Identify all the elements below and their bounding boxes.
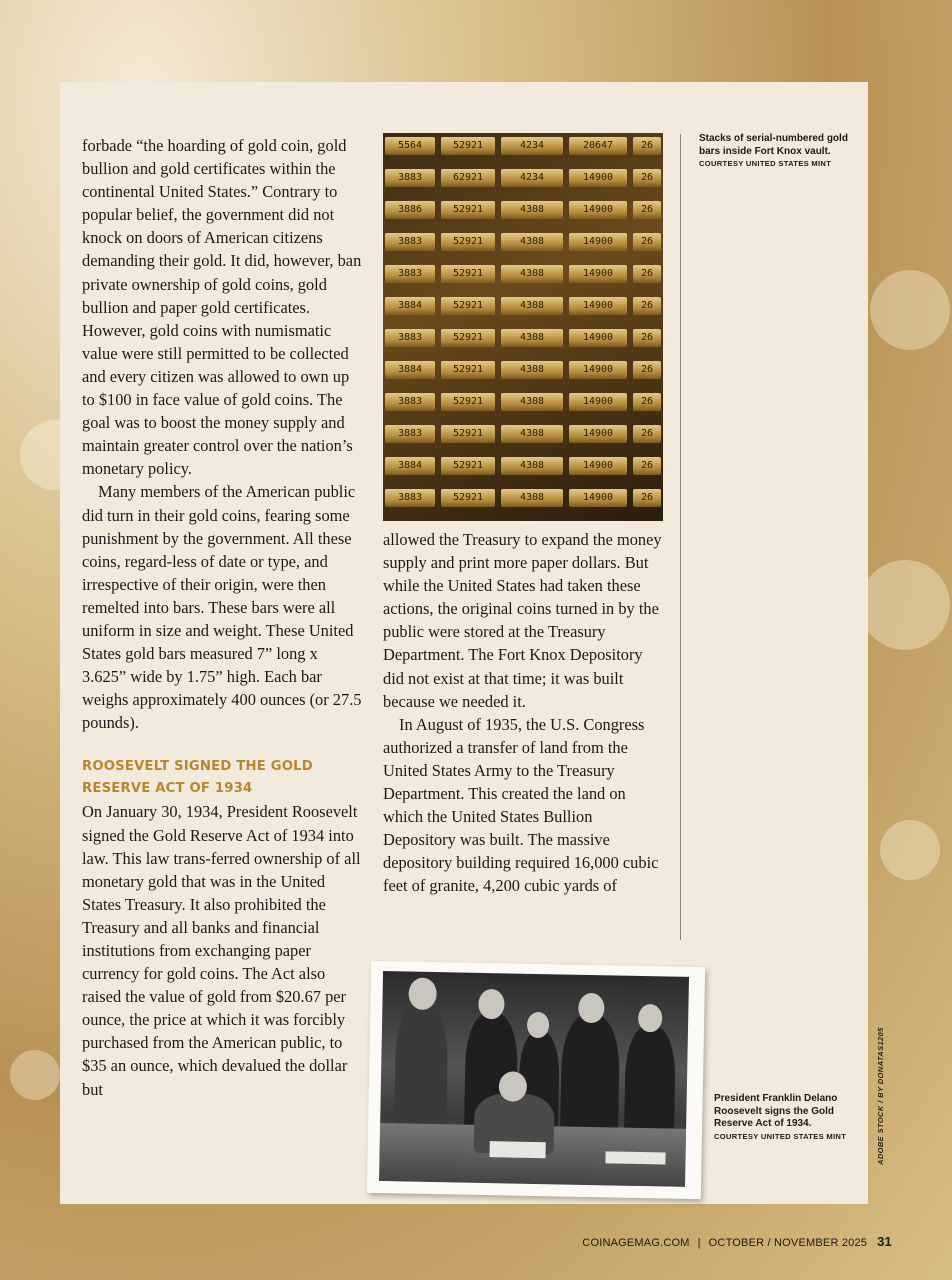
gold-bar: 14900: [569, 361, 627, 379]
gold-bar: 3886: [385, 201, 435, 219]
gold-bar: 14900: [569, 457, 627, 475]
section-heading: ROOSEVELT SIGNED THE GOLD RESERVE ACT OF 1934: [82, 759, 313, 797]
page-footer: [582, 1234, 892, 1249]
gold-bar: 52921: [441, 329, 495, 347]
bokeh-light: [860, 560, 950, 650]
gold-bar: 14900: [569, 425, 627, 443]
gold-bar: 3883: [385, 393, 435, 411]
gold-bar-column: [567, 133, 629, 521]
gold-bar: 4308: [501, 265, 563, 283]
caption-text: President Franklin Delano Roosevelt signs the Gold Reserve Act of 1934.: [714, 1093, 838, 1129]
column-divider: [680, 134, 681, 940]
gold-bar: 14900: [569, 265, 627, 283]
photo-caption-roosevelt: [714, 1093, 854, 1142]
gold-bar: 14900: [569, 169, 627, 187]
gold-bar: 4308: [501, 297, 563, 315]
gold-bar: 62921: [441, 169, 495, 187]
gold-bar: 20647: [569, 137, 627, 155]
gold-bar: 52921: [441, 489, 495, 507]
gold-bar: 4308: [501, 233, 563, 251]
gold-bar: 52921: [441, 265, 495, 283]
gold-bar: 5564: [385, 137, 435, 155]
gold-bar: 4308: [501, 393, 563, 411]
gold-bar: 26: [633, 233, 661, 251]
footer-separator: |: [697, 1237, 701, 1249]
caption-credit: COURTESY UNITED STATES MINT: [714, 1131, 847, 1141]
gold-bar: 4308: [501, 361, 563, 379]
gold-bar: 4308: [501, 329, 563, 347]
roosevelt-photo-frame: [367, 961, 705, 1199]
gold-bar: 3883: [385, 329, 435, 347]
gold-bar: 3883: [385, 265, 435, 283]
gold-bar: 52921: [441, 425, 495, 443]
gold-bar: 26: [633, 201, 661, 219]
gold-bar: 52921: [441, 393, 495, 411]
gold-bar: 26: [633, 169, 661, 187]
gold-bar: 14900: [569, 393, 627, 411]
gold-bar: 4308: [501, 457, 563, 475]
caption-credit: COURTESY UNITED STATES MINT: [699, 159, 832, 168]
gold-bar: 26: [633, 489, 661, 507]
gold-bar: 52921: [441, 201, 495, 219]
roosevelt-signing-photo: [379, 971, 689, 1187]
gold-bar: 4234: [501, 169, 563, 187]
gold-bar-column: [439, 133, 497, 521]
corner-notch: [70, 1184, 80, 1194]
caption-text: Stacks of serial-numbered gold bars inside Fort Knox vault.: [699, 133, 848, 157]
gold-bar: 14900: [569, 329, 627, 347]
gold-bar: 4308: [501, 201, 563, 219]
gold-bar: 26: [633, 361, 661, 379]
body-paragraph: forbade “the hoarding of gold coin, gold bullion and gold certificates within the continental United States.” Contrary to popular belief, the government did not knock on doors of American citizens demanding their gold. It did, however, ban private ownership of gold coins, gold bullion and paper gold certificates. However, gold coins with numismatic value were still permitted to be collected and every citizen was allowed to own up to $100 in face value of gold coins. The goal was to boost the money supply and maintain greater control over the nation’s monetary policy.: [82, 136, 362, 479]
gold-bar: 26: [633, 329, 661, 347]
gold-bar: 26: [633, 137, 661, 155]
body-paragraph: On January 30, 1934, President Roosevelt signed the Gold Reserve Act of 1934 into law. This law trans-ferred ownership of all monetary gold that was in the United States Treasury. It also prohibited the Treasury and all banks and financial institutions from exchanging paper currency for gold coins. The Act also raised the value of gold from $20.67 per ounce, the price at which it was forcibly purchased from the American public, to $35 an ounce, which devalued the dollar but: [82, 802, 361, 1099]
gold-bar: 26: [633, 393, 661, 411]
document-on-desk: [605, 1151, 665, 1164]
document-on-desk: [490, 1141, 546, 1158]
gold-bar: 3883: [385, 489, 435, 507]
gold-bar: 4308: [501, 489, 563, 507]
gold-bar-column: [499, 133, 565, 521]
corner-notch: [848, 92, 858, 102]
gold-bar: 3884: [385, 457, 435, 475]
body-paragraph: allowed the Treasury to expand the money supply and print more paper dollars. But while the United States had taken these actions, the original coins turned in by the public were stored at the Treasury Department. The Fort Knox Depository did not exist at that time; it was built because we needed it.: [383, 530, 662, 711]
gold-bar: 26: [633, 297, 661, 315]
bokeh-light: [870, 270, 950, 350]
body-paragraph: In August of 1935, the U.S. Congress authorized a transfer of land from the United States Army to the Treasury Department. This created the land on which the United States Bullion Depository was built. The massive depository building required 16,000 cubic feet of granite, 4,200 cubic yards of: [383, 714, 659, 896]
gold-bar: 14900: [569, 489, 627, 507]
gold-bar-column: [383, 133, 437, 521]
photo-caption-gold-bars: [699, 133, 849, 169]
gold-bar: 52921: [441, 297, 495, 315]
gold-bar: 52921: [441, 233, 495, 251]
article-column-1: [82, 134, 364, 1101]
bokeh-light: [880, 820, 940, 880]
bokeh-light: [10, 1050, 60, 1100]
corner-notch: [848, 1184, 858, 1194]
footer-site[interactable]: COINAGEMAG.COM: [582, 1237, 690, 1249]
article-column-2: [383, 528, 665, 898]
footer-issue: OCTOBER / NOVEMBER 2025: [708, 1237, 868, 1249]
gold-bar: 3883: [385, 425, 435, 443]
photo-credit-vertical: ADOBE STOCK / BY DONATAS1205: [876, 1027, 885, 1165]
gold-bar: 52921: [441, 457, 495, 475]
gold-bar-column: [631, 133, 663, 521]
gold-bar: 3883: [385, 233, 435, 251]
gold-bar: 26: [633, 265, 661, 283]
gold-bar: 26: [633, 425, 661, 443]
gold-bar: 4234: [501, 137, 563, 155]
gold-bar: 14900: [569, 201, 627, 219]
gold-bar: 52921: [441, 137, 495, 155]
corner-notch: [70, 92, 80, 102]
gold-bars-photo: [383, 133, 663, 521]
gold-bar: 4308: [501, 425, 563, 443]
gold-bar: 52921: [441, 361, 495, 379]
page-number: 31: [877, 1234, 892, 1249]
gold-bar: 14900: [569, 297, 627, 315]
gold-bar: 3884: [385, 361, 435, 379]
gold-bar: 3884: [385, 297, 435, 315]
gold-bar: 3883: [385, 169, 435, 187]
gold-bar: 14900: [569, 233, 627, 251]
body-paragraph: Many members of the American public did turn in their gold coins, fearing some punishment by the government. All these coins, regard-less of date or type, and irrespective of their origin, were then remelted into bars. These bars were all uniform in size and weight. These United States gold bars measured 7” long x 3.625” wide by 1.75” high. Each bar weighs approximately 400 ounces (or 27.5 pounds).: [82, 482, 362, 733]
gold-bar: 26: [633, 457, 661, 475]
